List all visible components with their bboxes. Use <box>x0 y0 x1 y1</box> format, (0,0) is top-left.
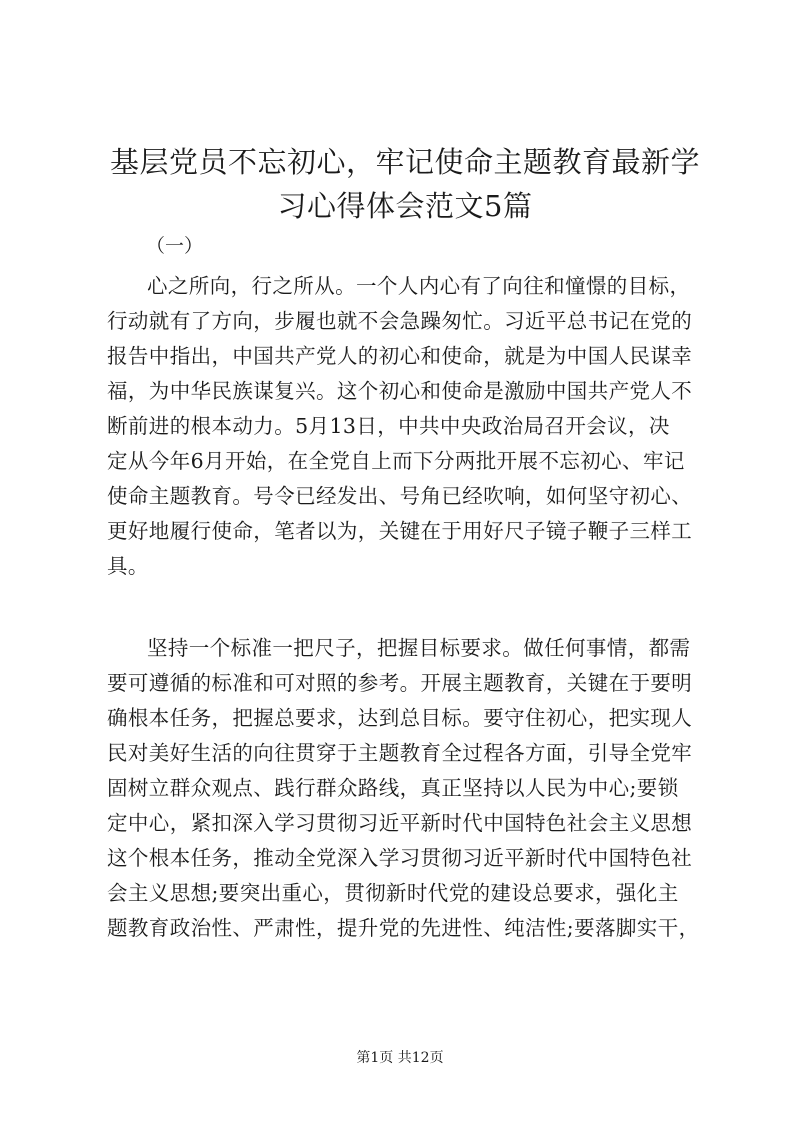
document-title <box>100 140 710 228</box>
paragraph-line: 行动就有了方向，步履也就不会急躁匆忙。习近平总书记在党的 <box>107 309 693 333</box>
title-line: 基层党员不忘初心，牢记使命主题教育最新学 <box>109 145 700 179</box>
paragraph-line: 确根本任务，把握总要求，达到总目标。要守住初心，把实现人 <box>107 706 693 730</box>
section-label: （一） <box>146 235 204 257</box>
title-line: 习心得体会范文5篇 <box>277 189 533 223</box>
paragraph-line: 更好地履行使命，笔者以为，关键在于用好尺子镜子鞭子三样工 <box>107 519 693 543</box>
paragraph-line: 福，为中华民族谋复兴。这个初心和使命是激励中国共产党人不 <box>107 379 693 403</box>
paragraph-line: 心之所向，行之所从。一个人内心有了向往和憧憬的目标， <box>147 274 691 298</box>
paragraph-line: 这个根本任务，推动全党深入学习贯彻习近平新时代中国特色社 <box>107 846 693 870</box>
paragraph-line: 使命主题教育。号令已经发出、号角已经吹响，如何坚守初心、 <box>107 484 693 508</box>
paragraph-1 <box>107 269 707 584</box>
page-footer <box>0 1048 800 1068</box>
paragraph-line: 题教育政治性、严肃性，提升党的先进性、纯洁性;要落脚实干， <box>107 916 700 940</box>
paragraph-line: 坚持一个标准一把尺子，把握目标要求。做任何事情，都需 <box>147 636 691 660</box>
paragraph-line: 具。 <box>107 554 149 578</box>
page-number: 第1页 <box>356 1050 394 1066</box>
paragraph-line: 报告中指出，中国共产党人的初心和使命，就是为中国人民谋幸 <box>107 344 693 368</box>
paragraph-line: 定从今年6月开始，在全党自上而下分两批开展不忘初心、牢记 <box>107 449 685 473</box>
paragraph-2 <box>107 631 707 946</box>
paragraph-line: 会主义思想;要突出重心，贯彻新时代党的建设总要求，强化主 <box>107 881 679 905</box>
paragraph-line: 固树立群众观点、践行群众路线，真正坚持以人民为中心;要锁 <box>107 776 679 800</box>
paragraph-line: 断前进的根本动力。5月13日，中共中央政治局召开会议，决 <box>107 414 670 438</box>
paragraph-line: 民对美好生活的向往贯穿于主题教育全过程各方面，引导全党牢 <box>107 741 693 765</box>
page-total: 共12页 <box>397 1050 444 1066</box>
paragraph-line: 定中心，紧扣深入学习贯彻习近平新时代中国特色社会主义思想 <box>107 811 693 835</box>
paragraph-line: 要可遵循的标准和可对照的参考。开展主题教育，关键在于要明 <box>107 671 693 695</box>
